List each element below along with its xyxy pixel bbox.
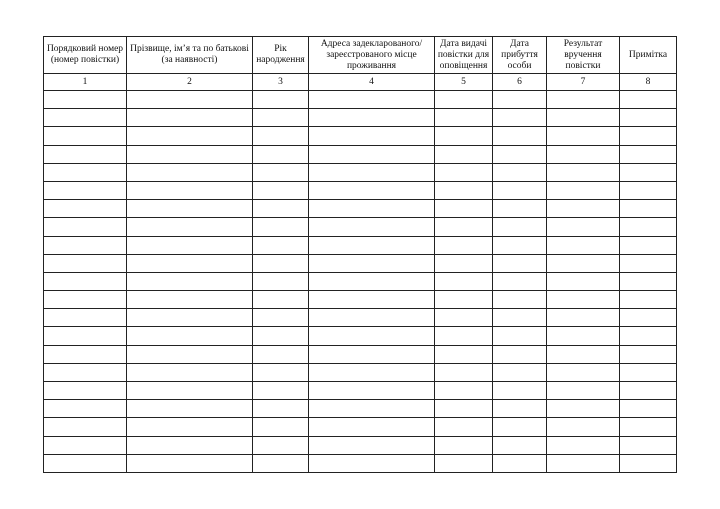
- table-cell[interactable]: [620, 127, 677, 145]
- table-cell[interactable]: [253, 254, 309, 272]
- table-cell[interactable]: [309, 363, 435, 381]
- table-cell[interactable]: [435, 382, 493, 400]
- table-cell[interactable]: [493, 163, 547, 181]
- table-cell[interactable]: [44, 109, 127, 127]
- table-cell[interactable]: [127, 254, 253, 272]
- table-cell[interactable]: [547, 109, 620, 127]
- table-cell[interactable]: [127, 436, 253, 454]
- table-cell[interactable]: [620, 163, 677, 181]
- table-cell[interactable]: [620, 91, 677, 109]
- table-cell[interactable]: [620, 345, 677, 363]
- table-cell[interactable]: [309, 309, 435, 327]
- table-cell[interactable]: [435, 181, 493, 199]
- header-full-name: Прізвище, ім’я та по батькові (за наявності): [127, 37, 253, 74]
- table-cell[interactable]: [127, 109, 253, 127]
- table-cell[interactable]: [620, 291, 677, 309]
- table-cell[interactable]: [547, 218, 620, 236]
- table-cell[interactable]: [253, 454, 309, 472]
- table-body: [44, 91, 677, 473]
- table-cell[interactable]: [127, 91, 253, 109]
- table-cell[interactable]: [547, 127, 620, 145]
- table-row: [44, 200, 677, 218]
- table-cell[interactable]: [253, 363, 309, 381]
- table-cell[interactable]: [309, 327, 435, 345]
- table-cell[interactable]: [309, 382, 435, 400]
- table-cell[interactable]: [253, 181, 309, 199]
- table-cell[interactable]: [309, 254, 435, 272]
- column-number: 8: [620, 74, 677, 91]
- table-cell[interactable]: [309, 218, 435, 236]
- table-cell[interactable]: [547, 272, 620, 290]
- table-cell[interactable]: [547, 418, 620, 436]
- table-cell[interactable]: [309, 454, 435, 472]
- table-row: [44, 454, 677, 472]
- table-cell[interactable]: [620, 454, 677, 472]
- table-cell[interactable]: [547, 363, 620, 381]
- table-cell[interactable]: [620, 236, 677, 254]
- table-cell[interactable]: [547, 327, 620, 345]
- table-cell[interactable]: [44, 272, 127, 290]
- table-cell[interactable]: [253, 91, 309, 109]
- table-cell[interactable]: [253, 327, 309, 345]
- table-row: [44, 127, 677, 145]
- table-row: [44, 145, 677, 163]
- table-cell[interactable]: [44, 363, 127, 381]
- table-row: [44, 272, 677, 290]
- header-issue-date: Дата видачі повістки для оповіщення: [435, 37, 493, 74]
- table-cell[interactable]: [127, 181, 253, 199]
- table-cell[interactable]: [309, 291, 435, 309]
- table-cell[interactable]: [493, 272, 547, 290]
- table-cell[interactable]: [309, 272, 435, 290]
- table-cell[interactable]: [127, 145, 253, 163]
- table-cell[interactable]: [309, 345, 435, 363]
- table-cell[interactable]: [493, 145, 547, 163]
- table-cell[interactable]: [309, 418, 435, 436]
- table-cell[interactable]: [435, 400, 493, 418]
- table-cell[interactable]: [493, 254, 547, 272]
- table-row: [44, 181, 677, 199]
- table-cell[interactable]: [435, 91, 493, 109]
- column-number: 5: [435, 74, 493, 91]
- table-cell[interactable]: [547, 382, 620, 400]
- table-cell[interactable]: [493, 109, 547, 127]
- table-cell[interactable]: [547, 91, 620, 109]
- table-cell[interactable]: [620, 436, 677, 454]
- table-cell[interactable]: [44, 327, 127, 345]
- table-cell[interactable]: [493, 218, 547, 236]
- table-row: [44, 218, 677, 236]
- table-cell[interactable]: [253, 218, 309, 236]
- table-cell[interactable]: [127, 327, 253, 345]
- table-cell[interactable]: [493, 200, 547, 218]
- table-cell[interactable]: [253, 236, 309, 254]
- table-cell[interactable]: [620, 309, 677, 327]
- table-cell[interactable]: [44, 236, 127, 254]
- column-number: 3: [253, 74, 309, 91]
- table-cell[interactable]: [493, 382, 547, 400]
- header-birth-year: Рік народження: [253, 37, 309, 74]
- table-cell[interactable]: [547, 436, 620, 454]
- table-cell[interactable]: [620, 327, 677, 345]
- column-number: 2: [127, 74, 253, 91]
- table-cell[interactable]: [435, 327, 493, 345]
- table-cell[interactable]: [493, 327, 547, 345]
- table-cell[interactable]: [435, 127, 493, 145]
- column-number: 7: [547, 74, 620, 91]
- table-cell[interactable]: [253, 436, 309, 454]
- table-cell[interactable]: [127, 218, 253, 236]
- table-cell[interactable]: [620, 145, 677, 163]
- table-cell[interactable]: [435, 436, 493, 454]
- table-row: [44, 436, 677, 454]
- table-row: [44, 309, 677, 327]
- table-cell[interactable]: [435, 218, 493, 236]
- table-cell[interactable]: [44, 163, 127, 181]
- table-cell[interactable]: [253, 163, 309, 181]
- table-cell[interactable]: [127, 454, 253, 472]
- table-cell[interactable]: [435, 454, 493, 472]
- table-cell[interactable]: [44, 145, 127, 163]
- table-cell[interactable]: [127, 127, 253, 145]
- table-cell[interactable]: [44, 127, 127, 145]
- table-cell[interactable]: [547, 291, 620, 309]
- table-cell[interactable]: [493, 236, 547, 254]
- table-cell[interactable]: [253, 127, 309, 145]
- table-cell[interactable]: [44, 291, 127, 309]
- table-cell[interactable]: [44, 436, 127, 454]
- table-cell[interactable]: [127, 363, 253, 381]
- table-cell[interactable]: [493, 400, 547, 418]
- table-cell[interactable]: [309, 127, 435, 145]
- table-cell[interactable]: [44, 345, 127, 363]
- table-cell[interactable]: [253, 400, 309, 418]
- table-cell[interactable]: [127, 400, 253, 418]
- table-cell[interactable]: [620, 200, 677, 218]
- table-cell[interactable]: [44, 400, 127, 418]
- table-cell[interactable]: [127, 272, 253, 290]
- table-cell[interactable]: [435, 418, 493, 436]
- header-note: Примітка: [620, 37, 677, 74]
- table-cell[interactable]: [253, 109, 309, 127]
- table-row: [44, 418, 677, 436]
- header-summons-number: Порядковий номер (номер повістки): [44, 37, 127, 74]
- table-cell[interactable]: [253, 291, 309, 309]
- table-cell[interactable]: [44, 91, 127, 109]
- table-cell[interactable]: [620, 400, 677, 418]
- table-cell[interactable]: [127, 200, 253, 218]
- table-cell[interactable]: [253, 309, 309, 327]
- table-cell[interactable]: [547, 181, 620, 199]
- table-cell[interactable]: [493, 309, 547, 327]
- table-cell[interactable]: [620, 382, 677, 400]
- header-row: [44, 37, 677, 74]
- table-cell[interactable]: [547, 236, 620, 254]
- table-cell[interactable]: [127, 382, 253, 400]
- table-cell[interactable]: [435, 200, 493, 218]
- table-cell[interactable]: [547, 400, 620, 418]
- table-row: [44, 254, 677, 272]
- table-cell[interactable]: [435, 254, 493, 272]
- table-cell[interactable]: [44, 418, 127, 436]
- table-cell[interactable]: [127, 291, 253, 309]
- header-delivery-result: Результат вручення повістки: [547, 37, 620, 74]
- table-cell[interactable]: [493, 363, 547, 381]
- table-cell[interactable]: [309, 163, 435, 181]
- table-cell[interactable]: [493, 436, 547, 454]
- table-cell[interactable]: [493, 418, 547, 436]
- table-cell[interactable]: [493, 91, 547, 109]
- table-cell[interactable]: [253, 418, 309, 436]
- summons-register-table: [43, 36, 677, 473]
- table-cell[interactable]: [253, 382, 309, 400]
- table-cell[interactable]: [253, 145, 309, 163]
- table-cell[interactable]: [44, 181, 127, 199]
- table-cell[interactable]: [309, 436, 435, 454]
- table-cell[interactable]: [44, 254, 127, 272]
- table-row: [44, 109, 677, 127]
- table-cell[interactable]: [127, 309, 253, 327]
- table-cell[interactable]: [309, 91, 435, 109]
- table-cell[interactable]: [435, 163, 493, 181]
- table-cell[interactable]: [127, 236, 253, 254]
- table-row: [44, 327, 677, 345]
- header-arrival-date: Дата прибуття особи: [493, 37, 547, 74]
- table-cell[interactable]: [435, 109, 493, 127]
- table-cell[interactable]: [547, 163, 620, 181]
- table-cell[interactable]: [547, 454, 620, 472]
- table-cell[interactable]: [547, 254, 620, 272]
- table-cell[interactable]: [435, 272, 493, 290]
- table-cell[interactable]: [493, 345, 547, 363]
- column-number: 1: [44, 74, 127, 91]
- table-cell[interactable]: [309, 181, 435, 199]
- table-cell[interactable]: [44, 309, 127, 327]
- column-number: 6: [493, 74, 547, 91]
- table-row: [44, 363, 677, 381]
- column-number: 4: [309, 74, 435, 91]
- table-cell[interactable]: [493, 181, 547, 199]
- table-cell[interactable]: [547, 345, 620, 363]
- table-cell[interactable]: [435, 309, 493, 327]
- table-cell[interactable]: [547, 200, 620, 218]
- table-cell[interactable]: [620, 218, 677, 236]
- table-cell[interactable]: [127, 345, 253, 363]
- header-address: Адреса задекларованого/ зареєстрованого місце проживання: [309, 37, 435, 74]
- table-row: [44, 291, 677, 309]
- table-cell[interactable]: [309, 109, 435, 127]
- table-cell[interactable]: [435, 291, 493, 309]
- table-cell[interactable]: [620, 254, 677, 272]
- table-cell[interactable]: [127, 163, 253, 181]
- table-cell[interactable]: [620, 181, 677, 199]
- table-cell[interactable]: [435, 345, 493, 363]
- table-cell[interactable]: [493, 291, 547, 309]
- table-cell[interactable]: [309, 200, 435, 218]
- table-cell[interactable]: [253, 272, 309, 290]
- table-cell[interactable]: [493, 454, 547, 472]
- column-number-row: [44, 74, 677, 91]
- table-cell[interactable]: [253, 345, 309, 363]
- table-row: [44, 345, 677, 363]
- table-row: [44, 163, 677, 181]
- table-row: [44, 382, 677, 400]
- table-cell[interactable]: [309, 400, 435, 418]
- table-cell[interactable]: [620, 272, 677, 290]
- table-row: [44, 91, 677, 109]
- table-cell[interactable]: [44, 454, 127, 472]
- table-row: [44, 236, 677, 254]
- table-cell[interactable]: [309, 236, 435, 254]
- table-cell[interactable]: [435, 145, 493, 163]
- table-cell[interactable]: [435, 363, 493, 381]
- table-cell[interactable]: [44, 382, 127, 400]
- table-cell[interactable]: [620, 418, 677, 436]
- table-row: [44, 400, 677, 418]
- table-cell[interactable]: [435, 236, 493, 254]
- table-cell[interactable]: [253, 200, 309, 218]
- table-cell[interactable]: [547, 309, 620, 327]
- table-cell[interactable]: [620, 363, 677, 381]
- table-cell[interactable]: [127, 418, 253, 436]
- table-cell[interactable]: [44, 200, 127, 218]
- table-cell[interactable]: [493, 127, 547, 145]
- table-cell[interactable]: [547, 145, 620, 163]
- table-cell[interactable]: [44, 218, 127, 236]
- table-cell[interactable]: [309, 145, 435, 163]
- table-cell[interactable]: [620, 109, 677, 127]
